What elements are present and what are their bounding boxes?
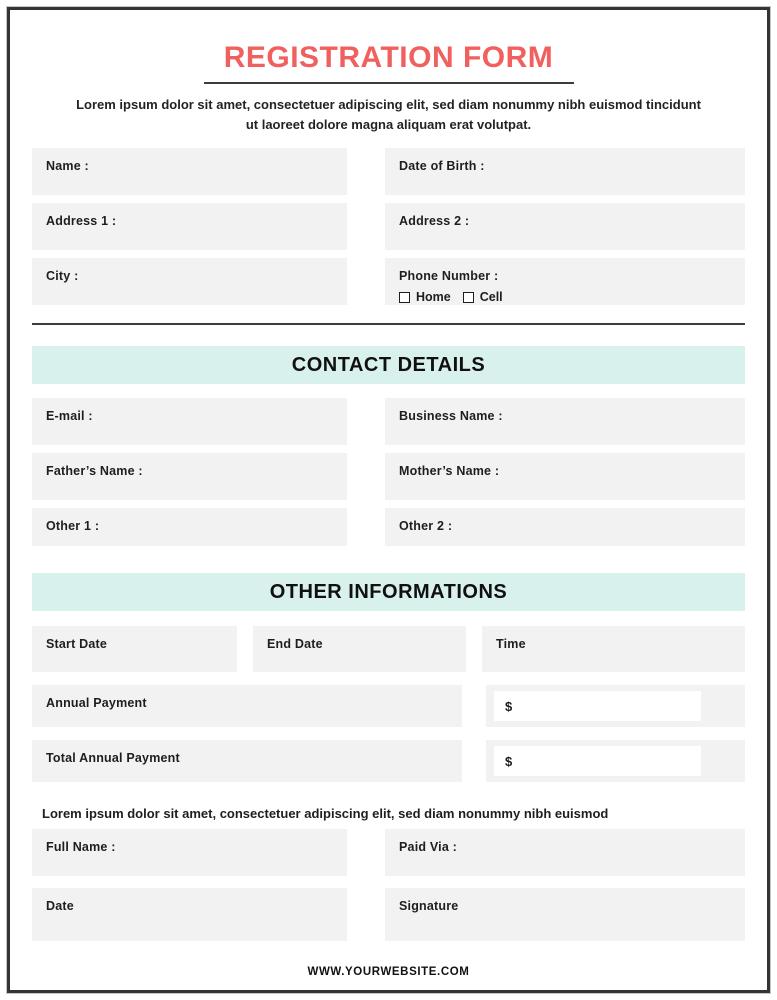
field-other-2[interactable] (385, 508, 745, 546)
field-label: Annual Payment (46, 696, 147, 710)
total-annual-payment-row (32, 740, 745, 782)
currency-symbol: $ (505, 753, 513, 769)
personal-info-grid (32, 148, 745, 305)
field-label: Date (46, 899, 74, 913)
field-label: Start Date (46, 637, 108, 651)
field-annual-payment[interactable] (32, 685, 462, 727)
field-signature[interactable] (385, 888, 745, 941)
field-name[interactable] (32, 148, 347, 195)
closing-grid (32, 829, 745, 941)
field-end-date[interactable] (253, 626, 466, 672)
total-annual-payment-amount-box (486, 740, 745, 782)
field-date[interactable] (32, 888, 347, 941)
annual-payment-amount-input[interactable] (494, 691, 701, 721)
field-start-date[interactable] (32, 626, 237, 672)
annual-payment-amount-box (486, 685, 745, 727)
field-full-name[interactable] (32, 829, 347, 876)
section-header-contact-details: CONTACT DETAILS (32, 346, 745, 384)
field-mothers-name[interactable] (385, 453, 745, 500)
field-address-1[interactable] (32, 203, 347, 250)
field-phone-number[interactable] (385, 258, 745, 305)
form-sheet (7, 7, 770, 993)
field-label: Full Name : (46, 840, 116, 854)
field-label: End Date (267, 637, 323, 651)
phone-type-options (399, 290, 731, 304)
currency-symbol: $ (505, 698, 513, 714)
contact-details-grid (32, 398, 745, 546)
field-label: Other 2 : (399, 519, 453, 533)
field-date-of-birth[interactable] (385, 148, 745, 195)
field-label: Signature (399, 899, 459, 913)
field-email[interactable] (32, 398, 347, 445)
field-paid-via[interactable] (385, 829, 745, 876)
field-label: E-mail : (46, 409, 93, 423)
field-label: Phone Number : (399, 269, 499, 283)
field-fathers-name[interactable] (32, 453, 347, 500)
note-text: Lorem ipsum dolor sit amet, consectetuer adipiscing elit, sed diam nonummy nibh euismod (42, 806, 609, 821)
field-label: Address 2 : (399, 214, 470, 228)
field-time[interactable] (482, 626, 745, 672)
page-title: REGISTRATION FORM (223, 41, 554, 74)
field-label: Business Name : (399, 409, 503, 423)
field-label: Paid Via : (399, 840, 458, 854)
field-label: Address 1 : (46, 214, 117, 228)
checkbox-cell[interactable] (463, 292, 474, 303)
checkbox-home-option (399, 290, 451, 304)
field-label: City : (46, 269, 79, 283)
field-city[interactable] (32, 258, 347, 305)
field-total-annual-payment[interactable] (32, 740, 462, 782)
field-other-1[interactable] (32, 508, 347, 546)
field-label: Date of Birth : (399, 159, 485, 173)
checkbox-home[interactable] (399, 292, 410, 303)
checkbox-home-label: Home (416, 290, 451, 304)
field-label: Total Annual Payment (46, 751, 180, 765)
title-underline (204, 82, 574, 84)
section-divider (32, 323, 745, 325)
website-url: WWW.YOURWEBSITE.COM (307, 966, 470, 978)
total-annual-payment-amount-input[interactable] (494, 746, 701, 776)
field-label: Name : (46, 159, 89, 173)
field-label: Father’s Name : (46, 464, 143, 478)
intro-text: Lorem ipsum dolor sit amet, consectetuer adipiscing elit, sed diam nonummy nibh euismod tincidunt ut laoreet dolore magna aliquam erat volutpat. (76, 97, 701, 132)
annual-payment-row (32, 685, 745, 727)
checkbox-cell-label: Cell (479, 290, 503, 304)
field-label: Other 1 : (46, 519, 100, 533)
field-label: Mother’s Name : (399, 464, 500, 478)
field-business-name[interactable] (385, 398, 745, 445)
checkbox-cell-option (463, 290, 503, 304)
field-address-2[interactable] (385, 203, 745, 250)
field-label: Time (496, 637, 526, 651)
section-header-other-informations: OTHER INFORMATIONS (32, 573, 745, 611)
dates-grid (32, 626, 745, 672)
